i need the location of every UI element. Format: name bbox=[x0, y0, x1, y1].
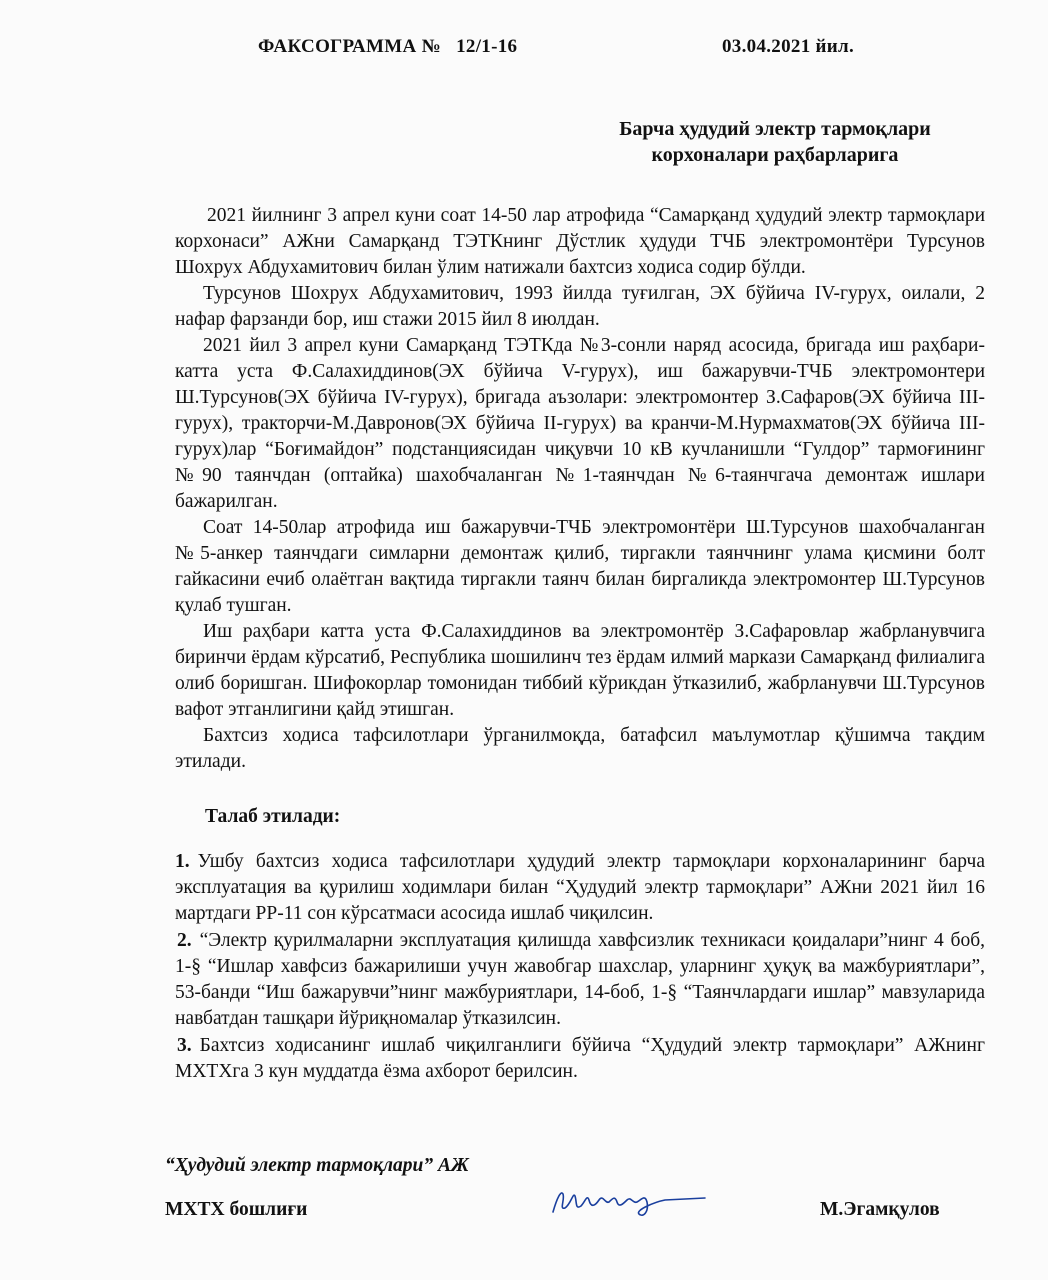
handwritten-signature bbox=[545, 1180, 715, 1225]
requirement-text: “Электр қурилмаларни эксплуатация қилишда хавфсизлик техникаси қоидалари”нинг 4 боб, 1-§ “Ишлар хавфсиз бажарилиши учун жавобгар шахслар, уларнинг ҳуқуқ ва мажбуриятлари”, 53-банди “Иш бажарувчи”нинг мажбуриятлари, 14-боб, 1-§ “Таянчлардаги ишлар” мавзуларида навбатдан ташқари йўриқномалар ўтказилсин. bbox=[175, 930, 985, 1029]
addressee-line-2: корхоналари раҳбарларига bbox=[651, 144, 899, 166]
letter-body bbox=[175, 203, 985, 775]
body-paragraph: Бахтсиз ходиса тафсилотлари ўрганилмоқда, батафсил маълумотлар қўшимча тақдим этилади. bbox=[175, 725, 985, 772]
signature-organization: “Ҳудудий электр тармоқлари” АЖ bbox=[165, 1155, 469, 1176]
requirement-item bbox=[175, 849, 985, 927]
requirement-number: 1. bbox=[175, 851, 190, 872]
fax-title: ФАКСОГРАММА № 12/1-16 bbox=[258, 36, 518, 57]
requirements-title: Талаб этилади: bbox=[205, 806, 341, 827]
requirement-number: 2. bbox=[177, 930, 192, 951]
fax-date: 03.04.2021 йил. bbox=[722, 36, 855, 57]
requirements-list bbox=[175, 849, 985, 1086]
addressee-block bbox=[560, 116, 990, 168]
body-paragraph: Турсунов Шохрух Абдухамитович, 1993 йилда туғилган, ЭХ бўйича IV-гурух, оилали, 2 нафар фарзанди бор, иш стажи 2015 йил 8 июлдан. bbox=[175, 283, 985, 330]
requirement-item bbox=[175, 928, 985, 1032]
requirement-item bbox=[175, 1033, 985, 1085]
addressee-line-1: Барча ҳудудий электр тармоқлари bbox=[619, 118, 931, 140]
requirement-text: Ушбу бахтсиз ходиса тафсилотлари ҳудудий электр тармоқлари корхоналарининг барча эксплуатация ва қурилиш ходимлари билан “Ҳудудий электр тармоқлари” АЖни 2021 йил 16 мартдаги РР-11 сон кўрсатмаси асосида ишлаб чиқилсин. bbox=[175, 851, 985, 924]
body-paragraph: 2021 йилнинг 3 апрел куни соат 14-50 лар атрофида “Самарқанд ҳудудий электр тармоқлари корхонаси” АЖни Самарқанд ТЭТКнинг Дўстлик ҳудуди ТЧБ электромонтёри Турсунов Шохрух Абдухамитович билан ўлим натижали бахтсиз ходиса содир бўлди. bbox=[175, 205, 985, 278]
body-paragraph: 2021 йил 3 апрел куни Самарқанд ТЭТКда №3-сонли наряд асосида, бригада иш раҳбари-катта уста Ф.Салахиддинов(ЭХ бўйича V-гурух), иш бажарувчи-ТЧБ электромонтери Ш.Турсунов(ЭХ бўйича IV-гурух), бригада аъзолари: электромонтер З.Сафаров(ЭХ бўйича III-гурух), тракторчи-М.Давронов(ЭХ бўйича II-гурух) ва кранчи-М.Нурмахматов(ЭХ бўйича III-гурух)лар “Боғимайдон” подстанциясидан чиқувчи 10 кВ кучланишли “Гулдор” тармоғининг №90 таянчдан (оптайка) шахобчаланган №1-таянчдан №6-таянчгача демонтаж ишлари бажарилган. bbox=[175, 335, 985, 512]
requirement-number: 3. bbox=[177, 1035, 192, 1056]
signatory-name: М.Эгамқулов bbox=[820, 1199, 940, 1220]
body-paragraph: Соат 14-50лар атрофида иш бажарувчи-ТЧБ электромонтёри Ш.Турсунов шахобчаланган №5-анкер таянчдаги симларни демонтаж қилиб, тиргакли таянчнинг улама қисмини болт гайкасини ечиб олаётган вақтида тиргакли таянч билан биргаликда электромонтер Ш.Турсунов қулаб тушган. bbox=[175, 517, 985, 616]
requirement-text: Бахтсиз ходисанинг ишлаб чиқилганлиги бўйича “Ҳудудий электр тармоқлари” АЖнинг МХТХга 3 кун муддатда ёзма ахборот берилсин. bbox=[175, 1035, 985, 1082]
body-paragraph: Иш раҳбари катта уста Ф.Салахиддинов ва электромонтёр З.Сафаровлар жабрланувчига биринчи ёрдам кўрсатиб, Республика шошилинч тез ёрдам илмий маркази Самарқанд филиалига олиб боришган. Шифокорлар томонидан тиббий кўрикдан ўтказилиб, жабрланувчи Ш.Турсунов вафот этганлигини қайд этишган. bbox=[175, 621, 985, 720]
signature-position: МХТХ бошлиғи bbox=[165, 1199, 308, 1220]
